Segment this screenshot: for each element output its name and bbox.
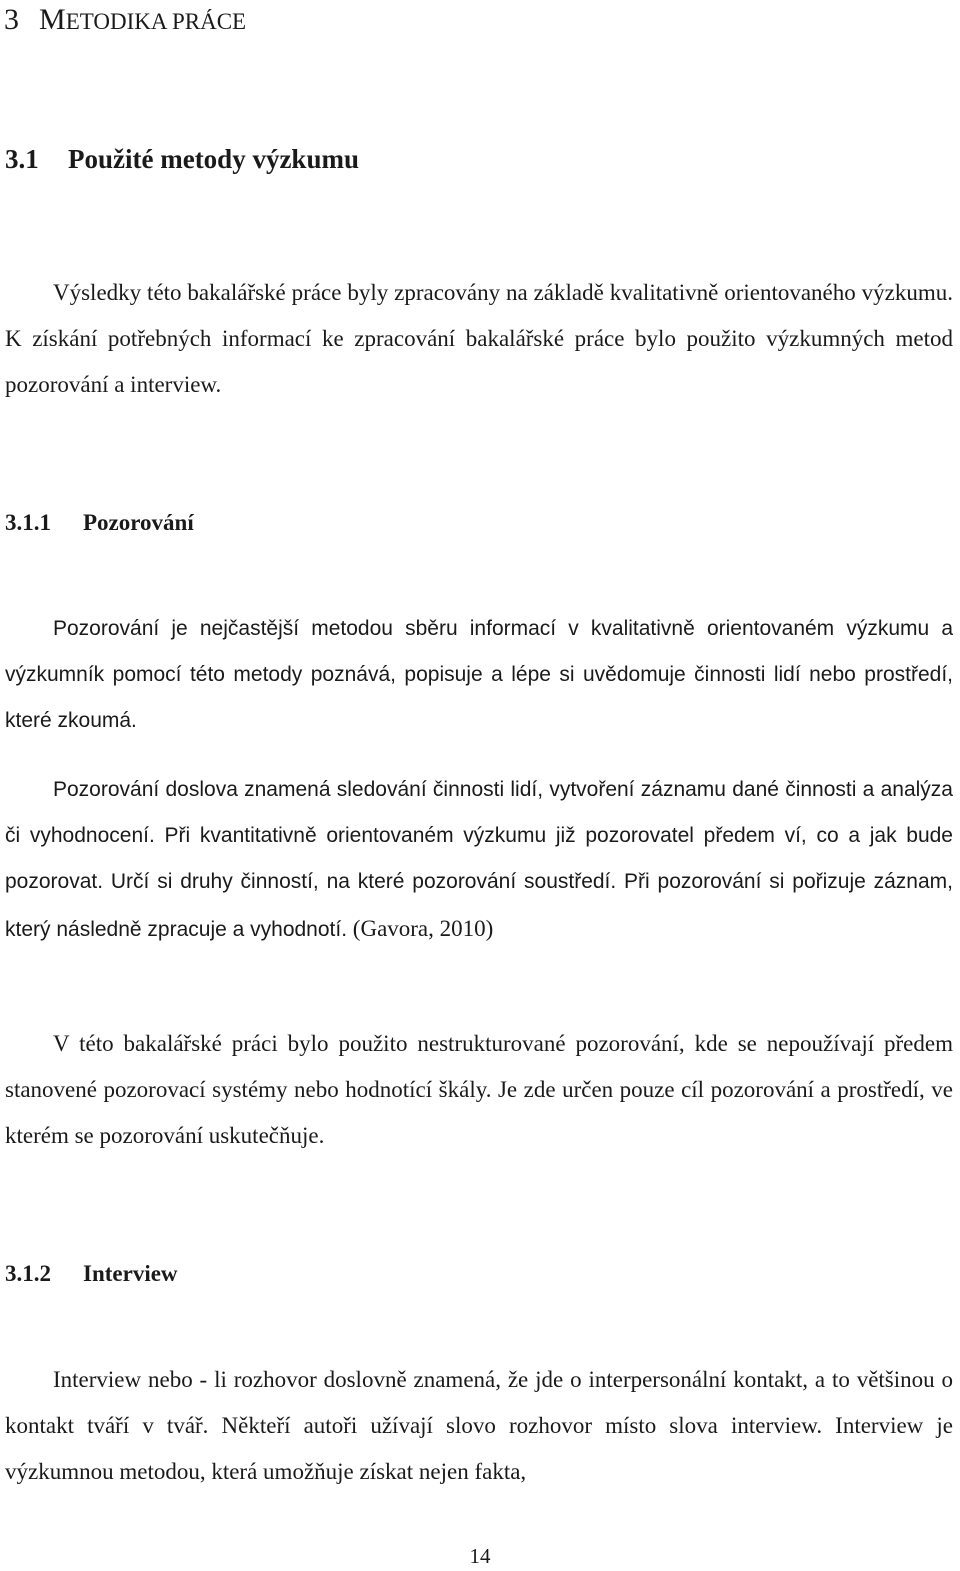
subsection-heading-observation <box>5 506 194 540</box>
subsection-number: 3.1.2 <box>5 1261 51 1286</box>
observation-paragraph-2-part-1: Pozorování doslova znamená sledování činnosti lidí, vytvoření záznamu dané činnosti a analýza či vyhodnocení. <box>5 778 953 848</box>
observation-paragraph-2-part-2: Při kvantitativně orientovaném výzkumu již pozorovatel předem ví, co a jak bude pozorovat. Určí si druhy činností, na které pozorování soustředí. Při pozorování si pořizuje záznam, který následně zpracuje a vyhodnotí. <box>5 824 953 941</box>
page-number: 14 <box>469 1544 491 1568</box>
section-number: 3.1 <box>5 144 39 174</box>
chapter-title-rest: ETODIKA PRÁCE <box>65 9 247 34</box>
subsection-number: 3.1.1 <box>5 510 51 535</box>
subsection-title: Interview <box>83 1261 178 1286</box>
citation: (Gavora, 2010) <box>347 915 494 941</box>
observation-paragraph-2 <box>5 767 953 953</box>
chapter-number: 3 <box>4 3 19 36</box>
interview-paragraph: Interview nebo - li rozhovor doslovně znamená, že jde o interpersonální kontakt, a to většinou o kontakt tváří v tvář. Někteří autoři užívají slovo rozhovor místo slova interview. Interview je výzkumnou metodou, která umožňuje získat nejen fakta, <box>5 1367 953 1485</box>
observation-paragraph-3: V této bakalářské práci bylo použito nestrukturované pozorování, kde se nepoužívají předem stanovené pozorovací systémy nebo hodnotící škály. Je zde určen pouze cíl pozorování a prostředí, ve kterém se pozorování uskutečňuje. <box>5 1031 953 1149</box>
chapter-title-initial: M <box>39 3 66 36</box>
subsection-heading-interview <box>5 1257 178 1291</box>
section-title: Použité metody výzkumu <box>68 144 359 174</box>
subsection-title: Pozorování <box>83 510 194 535</box>
section-heading <box>5 139 359 179</box>
observation-paragraph-1: Pozorování je nejčastější metodou sběru informací v kvalitativně orientovaném výzkumu a výzkumník pomocí této metody poznává, popisuje a lépe si uvědomuje činnosti lidí nebo prostředí, které zkoumá. <box>5 617 953 733</box>
section-intro-paragraph: Výsledky této bakalářské práce byly zpracovány na základě kvalitativně orientovaného výzkumu. K získání potřebných informací ke zpracování bakalářské práce bylo použito výzkumných metod pozorování a interview. <box>5 280 953 398</box>
chapter-heading <box>4 0 246 44</box>
